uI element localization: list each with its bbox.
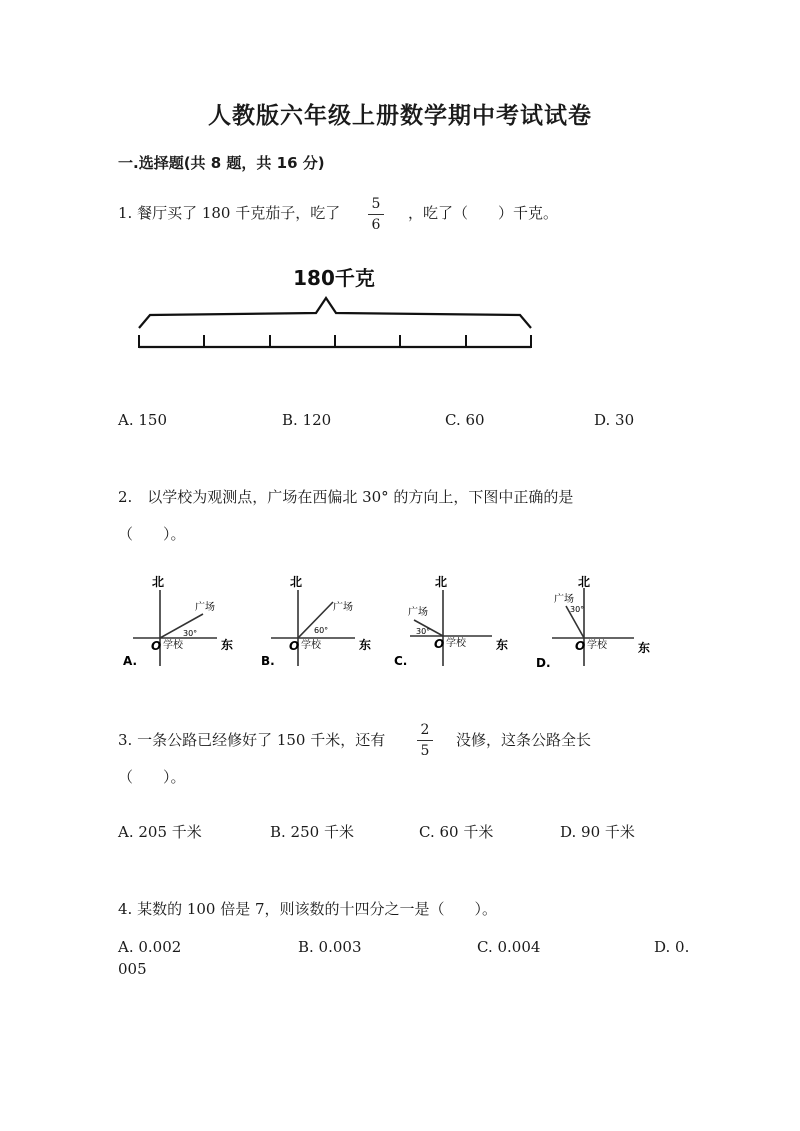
q3-option-b[interactable]: B. 250 千米 [270, 823, 354, 841]
q1-line-diagram [130, 258, 550, 358]
panel-letter: C. [394, 654, 408, 668]
q1-text-b: ，吃了（ ）千克。 [408, 204, 559, 222]
q4-option-a[interactable]: A. 0.002 [118, 938, 182, 956]
q4-text: 4. 某数的 100 倍是 7，则该数的十四分之一是（ ）。 [118, 900, 498, 918]
q3-option-c[interactable]: C. 60 千米 [419, 823, 494, 841]
q3-text-a: 3. 一条公路已经修好了 150 千米，还有 [118, 731, 386, 749]
school-label: 学校 [587, 640, 607, 651]
origin-label: O [575, 639, 586, 653]
page-title: 人教版六年级上册数学期中考试试卷 [208, 102, 592, 129]
origin-label: O [289, 639, 300, 653]
q2-text-a: 2. 以学校为观测点，广场在西偏北 30° 的方向上，下图中正确的是 [118, 488, 574, 506]
square-label: 广场 [554, 594, 574, 605]
school-label: 学校 [163, 640, 183, 651]
q1-brace [139, 298, 531, 328]
q1-option-d[interactable]: D. 30 [594, 411, 635, 429]
q3-frac-den: 5 [420, 743, 430, 759]
q2-diagram-d[interactable] [530, 572, 655, 672]
q1-frac-num: 5 [371, 196, 381, 212]
east-label: 东 [359, 638, 372, 652]
q3-option-d[interactable]: D. 90 千米 [560, 823, 635, 841]
q3-fraction [415, 722, 435, 759]
q3-text-c: （ ）。 [118, 768, 186, 786]
angle-label: 60° [314, 626, 329, 635]
panel-letter: B. [261, 654, 275, 668]
east-label: 东 [638, 641, 651, 655]
north-label: 北 [151, 575, 165, 589]
school-label: 学校 [301, 640, 321, 651]
q1-option-b[interactable]: B. 120 [282, 411, 332, 429]
square-label: 广场 [408, 607, 428, 618]
q1-frac-bar [368, 214, 384, 215]
q3-frac-bar [417, 740, 433, 741]
q1-option-a[interactable]: A. 150 [118, 411, 167, 429]
q3-frac-num: 2 [420, 722, 430, 738]
q1-fraction [366, 196, 386, 233]
north-label: 北 [577, 575, 591, 589]
q4-option-d[interactable]: D. 0. [654, 938, 690, 956]
q1-option-c[interactable]: C. 60 [445, 411, 485, 429]
panel-letter: D. [536, 656, 551, 670]
q2-text-b: （ ）。 [118, 525, 186, 543]
q3-text-b: 没修，这条公路全长 [456, 731, 592, 749]
north-label: 北 [289, 575, 303, 589]
north-label: 北 [434, 575, 448, 589]
angle-label: 30° [416, 627, 431, 636]
q1-diagram-label: 180千克 [293, 266, 375, 290]
q2-diagram-c[interactable] [392, 572, 517, 672]
east-label: 东 [221, 638, 234, 652]
square-label: 广场 [195, 602, 215, 613]
angle-label: 30° [570, 605, 585, 614]
section-heading: 一.选择题(共 8 题，共 16 分) [118, 154, 325, 172]
q4-option-c[interactable]: C. 0.004 [477, 938, 541, 956]
school-label: 学校 [446, 638, 466, 649]
q1-text-a: 1. 餐厅买了 180 千克茄子，吃了 [118, 204, 341, 222]
q3-option-a[interactable]: A. 205 千米 [118, 823, 202, 841]
panel-letter: A. [123, 654, 138, 668]
q4-option-d-wrap: 005 [118, 960, 147, 978]
origin-label: O [151, 639, 162, 653]
angle-label: 30° [183, 629, 198, 638]
square-label: 广场 [333, 602, 353, 613]
q2-diagram-b[interactable] [253, 572, 378, 672]
east-label: 东 [496, 638, 509, 652]
q2-diagram-a[interactable] [115, 572, 240, 672]
origin-label: O [434, 637, 445, 651]
q4-option-b[interactable]: B. 0.003 [298, 938, 362, 956]
q1-frac-den: 6 [371, 217, 381, 233]
